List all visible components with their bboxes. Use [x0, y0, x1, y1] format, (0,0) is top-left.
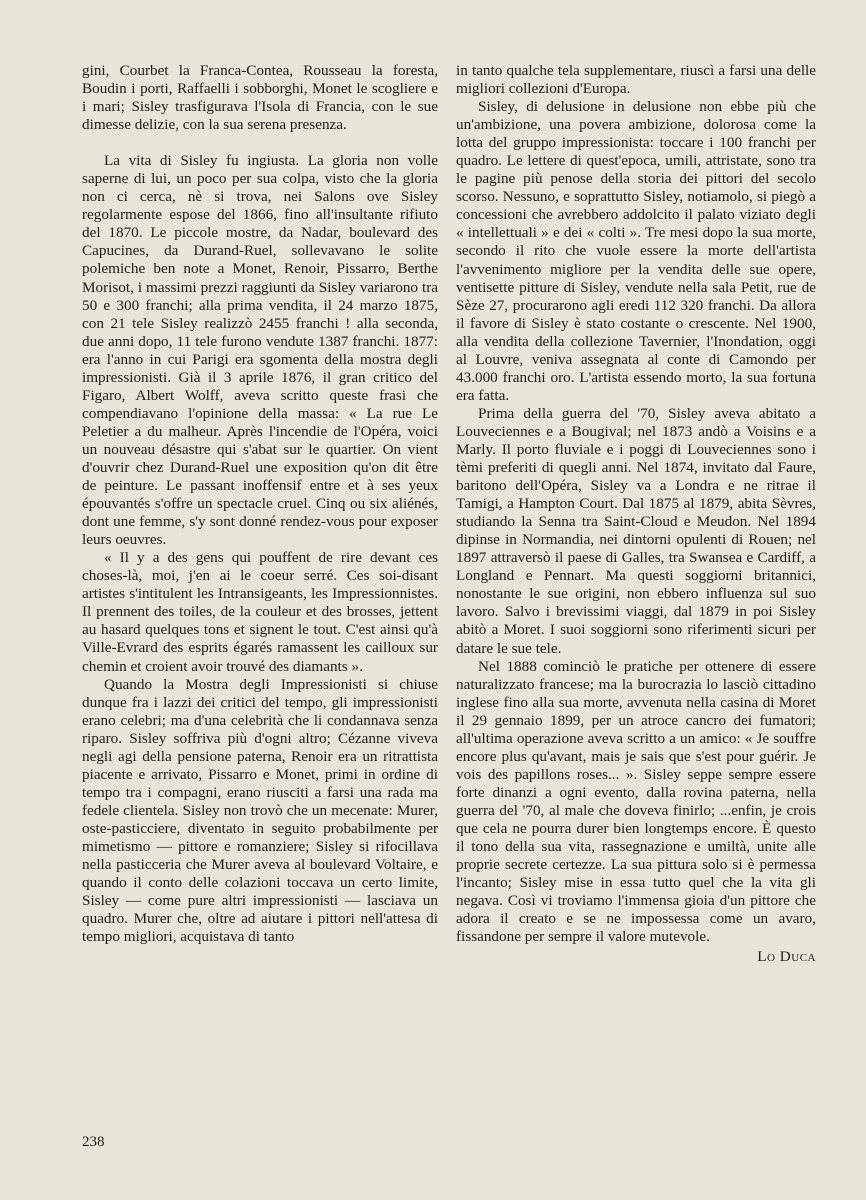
paragraph: gini, Courbet la Franca-Contea, Rousseau la foresta, Boudin i porti, Raffaelli i sobborghi, Monet le scogliere e i mari; Sisley trasfigurava l'Isola di Francia, con le sue dimesse delizie, con la sua serena presenza.: [82, 62, 438, 134]
paragraph: « Il y a des gens qui pouffent de rire devant ces choses-là, moi, j'en ai le coeur serré. Ces soi-disant artistes s'intitulent les Intransigeants, les Impressionnistes. Il prennent des toiles, de la couleur et des brosses, jettent au hasard quelques tons et signent le tout. C'est ainsi qu'à Ville-Evrard des esprits égarés ramassent les cailloux sur chemin et croient avoir trouvé des diamants ».: [82, 549, 438, 675]
page-number: 238: [82, 1134, 105, 1150]
paragraph: Prima della guerra del '70, Sisley aveva abitato a Louveciennes e a Bougival; nel 1873 andò a Voisins e a Marly. Il porto fluviale e i poggi di Louveciennes sono i tèmi preferiti di quegli anni. Nel 1874, invitato dal Faure, baritono dell'Opéra, Sisley va a Londra e ne ritrae il Tamigi, a Hampton Court. Dal 1875 al 1879, abita Sèvres, studiando la Senna tra Saint-Cloud e Meudon. Nel 1894 dipinse in Normandia, nei dintorni opulenti di Rouen; nel 1897 attraversò il paese di Galles, tra Swansea e Cardiff, a Longland e Pennart. Ma questi soggiorni britannici, nonostante le sue origini, non ebbero influenza sul suo lavoro. Salvo i brevissimi viaggi, dal 1879 in poi Sisley abitò a Moret. I suoi soggiorni sono riferimenti sicuri per datare le sue tele.: [456, 404, 816, 657]
paragraph: Quando la Mostra degli Impressionisti si chiuse dunque fra i lazzi dei critici del tempo, gli impressionisti erano celebri; ma d'una celebrità che li condannava senza riparo. Sisley soffriva più d'ogni altro; Cézanne viveva negli agi della pensione paterna, Renoir era un ritrattista piacente e arrivato, Pissarro e Monet, primi in ordine di tempo tra i compagni, erano riusciti a farsi una rada ma fedele clientela. Sisley non trovò che un mecenate: Murer, oste-pasticciere, diventato in seguito probabilmente per mimetismo — pittore e romanziere; Sisley si rifocillava nella pasticceria che Murer aveva al boulevard Voltaire, e quando il conto delle colazioni toccava un certo limite, Sisley — come pure altri impressionisti — lasciava un quadro. Murer che, oltre ad aiutare i pittori nell'attesa di tempo migliori, acquistava di tanto: [82, 675, 438, 946]
paragraph: in tanto qualche tela supplementare, riuscì a farsi una delle migliori collezioni d'Europa.: [456, 62, 816, 98]
paragraph: Nel 1888 cominciò le pratiche per ottenere di essere naturalizzato francese; ma la burocrazia lo lasciò cittadino inglese fino alla sua morte, avvenuta nella casina di Moret il 29 gennaio 1899, per un atroce cancro dei fumatori; all'ultima operazione aveva scritto a un amico: « Je souffre encore plus qu'avant, mais je sais que s'est pour guérir. Je vois des papillons roses... ». Sisley seppe sempre essere forte dinanzi a ogni evento, dalla rovina paterna, nella guerra del '70, al male che doveva finirlo; ...enfin, je crois que cela ne pourra durer bien longtemps encore. È questo il tono della sua vita, rassegnazione e umiltà, unite alle proprie secrete certezze. La sua pittura solo si è permessa l'incanto; Sisley mise in essa tutto quel che la vita gli negava. Così vi troviamo l'immensa gioia d'un pittore che adora il creato e se ne impossessa come un avaro, fissandone per sempre il valore mutevole.: [456, 657, 816, 946]
right-column: [456, 62, 816, 966]
left-column: [82, 62, 438, 946]
paragraph: La vita di Sisley fu ingiusta. La gloria non volle saperne di lui, un poco per sua colpa, visto che la gloria non ci cerca, nè si trova, nei Salons ove Sisley regolarmente espose del 1866, fino all'insultante rifiuto del 1870. Le piccole mostre, da Nadar, boulevard des Capucines, da Durand-Ruel, sollevavano le solite polemiche ben note a Monet, Renoir, Pissarro, Berthe Morisot, i massimi prezzi raggiunti da Sisley variarono tra 50 e 300 franchi; alla prima vendita, il 24 marzo 1875, con 21 tele Sisley realizzò 2455 franchi ! alla seconda, due anni dopo, 11 tele furono vendute 1387 franchi. 1877: era l'anno in cui Parigi era sgomenta della mostra degli impressionisti. Già il 3 aprile 1876, il gran critico del Figaro, Albert Wolff, aveva scritto queste frasi che compendiavano l'opinione della massa: « La rue Le Peletier a du malheur. Après l'incendie de l'Opéra, voici un nouveau désastre qui s'abat sur le quartier. On vient d'ouvrir chez Durand-Ruel une exposition qu'on dit être de peinture. Le passant inoffensif entre et à ses yeux épouvantés s'offre un spectacle cruel. Cinq ou six aliénés, dont une femme, s'y sont donné rendez-vous pour exposer leurs oeuvres.: [82, 152, 438, 549]
paragraph: Sisley, di delusione in delusione non ebbe più che un'ambizione, una povera ambizione, dolorosa come la lotta del gruppo impressionista: toccare i 100 franchi per quadro. Le lettere di quest'epoca, umili, attristate, sono tra le pagine più penose della storia dei pittori del secolo scorso. Nessuno, e soprattutto Sisley, notiamolo, si piegò a concessioni che avrebbero addolcito il palato viziato degli « intellettuali » e dei « colti ». Tre mesi dopo la sua morte, secondo il rito che vuole essere la morte dell'artista l'avvenimento migliore per la vendita delle sue opere, ventisette pitture di Sisley, vendute nella sala Petit, rue de Sèze 27, procurarono agli eredi 112 320 franchi. Da allora il favore di Sisley è stato costante o crescente. Nel 1900, alla vendita della collezione Tavernier, l'Inondation, oggi al Louvre, veniva assegnata al conte di Camondo per 43.000 franchi oro. L'artista essendo morto, la sua fortuna era fatta.: [456, 98, 816, 404]
author-signature: Lo Duca: [757, 948, 816, 966]
